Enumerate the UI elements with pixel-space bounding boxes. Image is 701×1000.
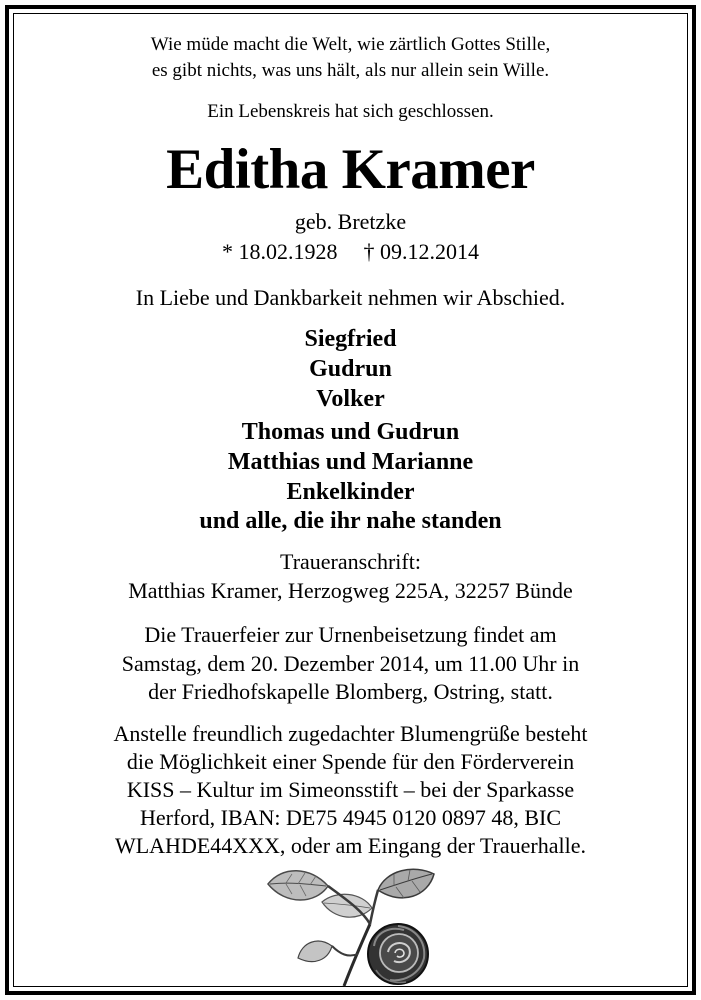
donation-line: KISS – Kultur im Simeonsstift – bei der Sparkasse xyxy=(126,777,575,802)
deceased-name: Editha Kramer xyxy=(166,138,535,201)
maiden-name: geb. Bretzke xyxy=(294,209,407,234)
donation-line: die Möglichkeit einer Spende für den Förderverein xyxy=(126,749,575,774)
ceremony-line: der Friedhofskapelle Blomberg, Ostring, statt. xyxy=(148,679,553,704)
ceremony-line: Samstag, dem 20. Dezember 2014, um 11.00 Uhr in xyxy=(121,651,580,676)
birth-date: * 18.02.1928 xyxy=(222,239,338,264)
intro-text: Ein Lebenskreis hat sich geschlossen. xyxy=(207,101,494,122)
mourner-name: Gudrun xyxy=(309,356,392,382)
farewell-text: In Liebe und Dankbarkeit nehmen wir Abschied. xyxy=(135,285,566,310)
donation-line: Herford, IBAN: DE75 4945 0120 0897 48, BIC xyxy=(139,805,562,830)
mourner-name: Enkelkinder xyxy=(286,479,415,505)
mourner-name: Matthias und Marianne xyxy=(227,449,474,475)
death-date: † 09.12.2014 xyxy=(363,239,479,264)
mourner-name: Volker xyxy=(316,386,385,412)
mourning-address: Matthias Kramer, Herzogweg 225A, 32257 Bünde xyxy=(128,578,573,603)
life-dates xyxy=(0,239,701,265)
rose-icon xyxy=(258,862,448,990)
poem-line-1: Wie müde macht die Welt, wie zärtlich Gottes Stille, xyxy=(150,34,551,55)
address-label: Traueranschrift: xyxy=(280,549,421,574)
mourner-name: Siegfried xyxy=(304,326,397,352)
donation-line: Anstelle freundlich zugedachter Blumengrüße besteht xyxy=(113,721,588,746)
mourner-name: und alle, die ihr nahe standen xyxy=(199,508,502,534)
donation-line: WLAHDE44XXX, oder am Eingang der Trauerhalle. xyxy=(114,833,587,858)
mourner-name: Thomas und Gudrun xyxy=(241,419,460,445)
ceremony-line: Die Trauerfeier zur Urnenbeisetzung findet am xyxy=(144,622,557,647)
poem-line-2: es gibt nichts, was uns hält, als nur allein sein Wille. xyxy=(151,60,550,81)
